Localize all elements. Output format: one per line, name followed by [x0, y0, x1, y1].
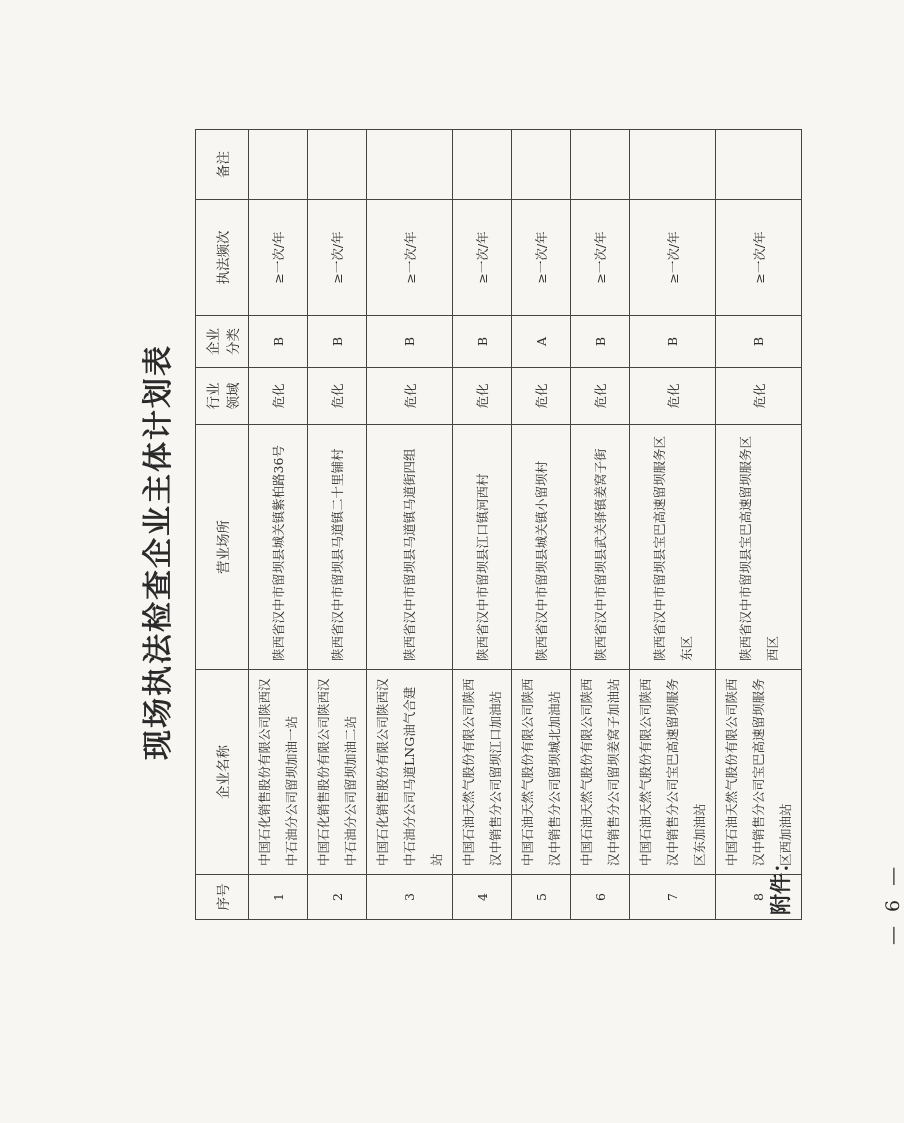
- table-row: [716, 130, 802, 920]
- row-class: B: [453, 316, 512, 368]
- row-class: A: [512, 316, 571, 368]
- row-address: 陕西省汉中市留坝县武关驿镇姜窝子街: [571, 425, 630, 670]
- row-class: B: [571, 316, 630, 368]
- row-frequency: ≥一次/年: [512, 200, 571, 316]
- row-address: 陕西省汉中市留坝县城关镇紫柏路36号: [249, 425, 308, 670]
- row-frequency: ≥一次/年: [571, 200, 630, 316]
- row-company-name: 中国石油天然气股份有限公司陕西汉中销售分公司留坝姜窝子加油站: [571, 670, 630, 875]
- table-row: [249, 130, 308, 920]
- header-frequency: 执法频次: [196, 200, 249, 316]
- table-row: [512, 130, 571, 920]
- page-number: — 6 —: [882, 862, 904, 945]
- row-no: 4: [453, 875, 512, 920]
- row-company-name: 中国石油天然气股份有限公司陕西汉中销售分公司留坝江口加油站: [453, 670, 512, 875]
- table-row: [630, 130, 716, 920]
- header-company-name: 企业名称: [196, 670, 249, 875]
- table-header-row: [196, 130, 249, 920]
- row-address: 陕西省汉中市留坝县马道镇马道街四组: [367, 425, 453, 670]
- row-company-name: 中国石油天然气股份有限公司陕西汉中销售分公司宝巴高速留坝服务区东加油站: [630, 670, 716, 875]
- table-row: [571, 130, 630, 920]
- row-field: 危化: [630, 368, 716, 425]
- row-note: [512, 130, 571, 200]
- row-address: 陕西省汉中市留坝县宝巴高速留坝服务区西区: [716, 425, 802, 670]
- row-company-name: 中国石油天然气股份有限公司陕西汉中销售分公司宝巴高速留坝服务区西加油站: [716, 670, 802, 875]
- row-note: [308, 130, 367, 200]
- row-no: 5: [512, 875, 571, 920]
- header-industry-field: 行业领域: [196, 368, 249, 425]
- row-no: 8: [716, 875, 802, 920]
- rotated-page-content: [90, 120, 904, 960]
- header-business-address: 营业场所: [196, 425, 249, 670]
- row-no: 1: [249, 875, 308, 920]
- row-no: 3: [367, 875, 453, 920]
- row-frequency: ≥一次/年: [308, 200, 367, 316]
- row-note: [571, 130, 630, 200]
- row-frequency: ≥一次/年: [716, 200, 802, 316]
- row-field: 危化: [512, 368, 571, 425]
- page-title: 现场执法检查企业主体计划表: [141, 344, 176, 760]
- row-address: 陕西省汉中市留坝县宝巴高速留坝服务区东区: [630, 425, 716, 670]
- attachment-label: 附件：: [768, 852, 793, 915]
- header-company-class: 企业分类: [196, 316, 249, 368]
- header-no: 序号: [196, 875, 249, 920]
- row-address: 陕西省汉中市留坝县马道镇二十里铺村: [308, 425, 367, 670]
- inspection-plan-table: [195, 129, 802, 920]
- row-field: 危化: [571, 368, 630, 425]
- table-row: [453, 130, 512, 920]
- table-row: [367, 130, 453, 920]
- row-company-name: 中国石化销售股份有限公司陕西汉中石油分公司留坝加油一站: [249, 670, 308, 875]
- row-company-name: 中国石化销售股份有限公司陕西汉中石油分公司马道LNG油气合建站: [367, 670, 453, 875]
- row-address: 陕西省汉中市留坝县城关镇小留坝村: [512, 425, 571, 670]
- row-class: B: [308, 316, 367, 368]
- header-remarks: 备注: [196, 130, 249, 200]
- row-frequency: ≥一次/年: [249, 200, 308, 316]
- row-field: 危化: [308, 368, 367, 425]
- row-field: 危化: [453, 368, 512, 425]
- row-no: 2: [308, 875, 367, 920]
- row-frequency: ≥一次/年: [630, 200, 716, 316]
- row-company-name: 中国石油天然气股份有限公司陕西汉中销售分公司留坝城北加油站: [512, 670, 571, 875]
- row-note: [716, 130, 802, 200]
- row-field: 危化: [716, 368, 802, 425]
- row-no: 7: [630, 875, 716, 920]
- row-frequency: ≥一次/年: [367, 200, 453, 316]
- table-row: [308, 130, 367, 920]
- row-company-name: 中国石化销售股份有限公司陕西汉中石油分公司留坝加油二站: [308, 670, 367, 875]
- row-field: 危化: [249, 368, 308, 425]
- row-class: B: [716, 316, 802, 368]
- row-note: [367, 130, 453, 200]
- row-field: 危化: [367, 368, 453, 425]
- row-class: B: [249, 316, 308, 368]
- row-frequency: ≥一次/年: [453, 200, 512, 316]
- row-class: B: [630, 316, 716, 368]
- row-class: B: [367, 316, 453, 368]
- row-no: 6: [571, 875, 630, 920]
- row-note: [249, 130, 308, 200]
- row-address: 陕西省汉中市留坝县江口镇河西村: [453, 425, 512, 670]
- row-note: [453, 130, 512, 200]
- row-note: [630, 130, 716, 200]
